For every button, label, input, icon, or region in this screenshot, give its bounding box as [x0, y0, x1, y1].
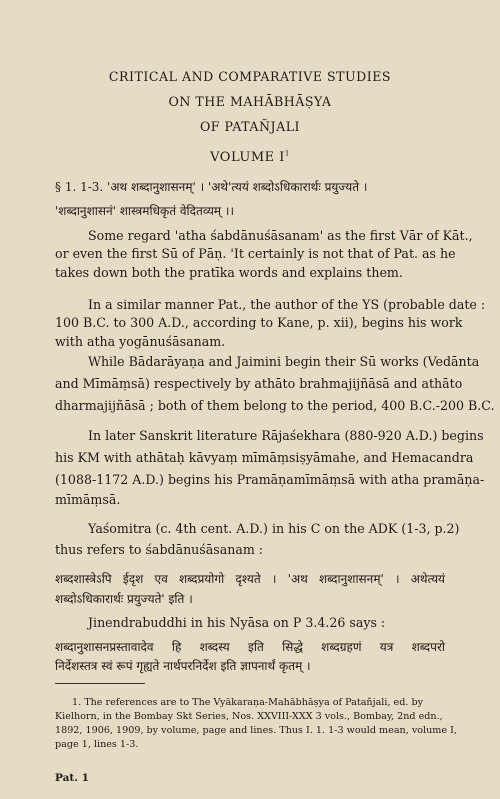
paragraph-line: takes down both the pratīka words and explains them. [55, 265, 403, 280]
quote-line: शब्दशास्त्रेऽपि ईदृश एव शब्दप्रयोगो दृश्यते । 'अथ शब्दानुशासनम्' । अथेत्ययं [55, 572, 445, 586]
paragraph-line: Some regard 'atha śabdānuśāsanam' as the first Vār of Kāt., [88, 228, 473, 243]
printer-signature: Pat. 1 [55, 772, 89, 784]
paragraph-line: and Mīmāṃsā) respectively by athāto brahmajijñāsā and athāto [55, 376, 463, 391]
paragraph-line: dharmajijñāsā ; both of them belong to the period, 400 B.C.-200 B.C. [55, 398, 495, 413]
paragraph-line: In a similar manner Pat., the author of the YS (probable date : [88, 297, 486, 312]
volume-heading [0, 150, 500, 165]
paragraph-line: 100 B.C. to 300 A.D., according to Kane, p. xii), begins his work [55, 315, 463, 330]
paragraph-line: While Bādarāyaṇa and Jaimini begin their Sū works (Vedānta [88, 354, 480, 369]
section-line-1: § 1. 1-3. 'अथ शब्दानुशासनम्' । 'अथे'त्ययं शब्दोऽधिकारार्थः प्रयुज्यते । [55, 180, 368, 194]
paragraph-line: Jinendrabuddhi in his Nyāsa on P 3.4.26 says : [88, 615, 386, 630]
footnote-line: 1. The references are to The Vyākaraṇa-Mahābhāṣya of Patañjali, ed. by [72, 697, 424, 708]
paragraph-line: Yaśomitra (c. 4th cent. A.D.) in his C on the ADK (1-3, p.2) [88, 521, 460, 536]
footnote-divider [55, 683, 145, 684]
paragraph-line: thus refers to śabdānuśāsanam : [55, 542, 264, 557]
footnote-line: 1892, 1906, 1909, by volume, page and lines. Thus I. 1. 1-3 would mean, volume I, [55, 725, 457, 736]
footnote-line: Kielhorn, in the Bombay Skt Series, Nos. XXVIII-XXX 3 vols., Bombay, 2nd edn., [55, 711, 443, 722]
paragraph-line: his KM with athātaḥ kāvyaṃ mīmāṃsiṣyāmahe, and Hemacandra [55, 450, 474, 465]
title-line-3: OF PATAÑJALI [199, 119, 301, 134]
section-line-2: 'शब्दानुशासनं' शास्त्रमधिकृतं वेदितव्यम् ।। [55, 204, 234, 218]
paragraph-line: (1088-1172 A.D.) begins his Pramāṇamīmāṃsā with atha pramāṇa- [55, 472, 485, 487]
paragraph-line: In later Sanskrit literature Rājaśekhara (880-920 A.D.) begins [88, 428, 484, 443]
quote-line: शब्दानुशासनप्रस्तावादेव हि शब्दस्य इति सिद्धे शब्दग्रहणं यत्र शब्दपरो [55, 640, 445, 654]
footnote-line: page 1, lines 1-3. [55, 739, 139, 750]
volume-label: VOLUME I [210, 150, 285, 165]
quote-line: निर्देशस्तत्र स्वं रूपं गृह्यते नार्थपरनिर्देश इति ज्ञापनार्थं कृतम् । [55, 659, 311, 673]
paragraph-line: mīmāṃsā. [55, 492, 121, 507]
footnote-marker: 1 [284, 149, 290, 158]
paragraph-line: with atha yogānuśāsanam. [55, 334, 226, 349]
title-line-2: ON THE MAHĀBHĀṢYA [168, 94, 332, 109]
title-line-1: CRITICAL AND COMPARATIVE STUDIES [108, 69, 392, 84]
quote-line: शब्दोऽधिकारार्थः प्रयुज्यते' इति । [55, 592, 193, 606]
paragraph-line: or even the first Sū of Pāṇ. 'It certainly is not that of Pat. as he [55, 246, 456, 261]
